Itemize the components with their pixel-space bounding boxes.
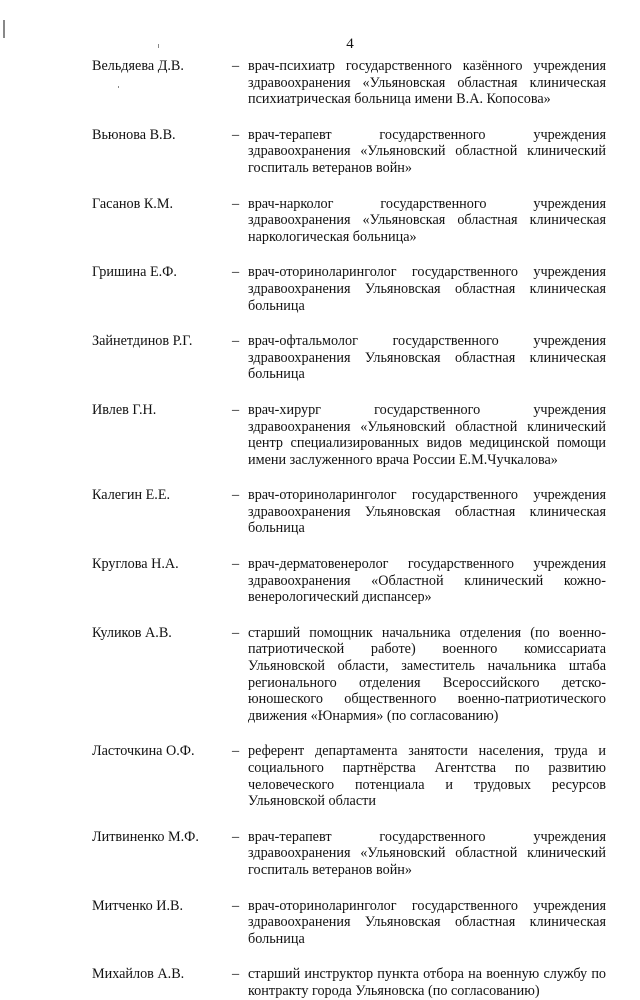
member-name: Куликов А.В. <box>92 624 172 641</box>
member-name: Ивлев Г.Н. <box>92 401 157 418</box>
list-item <box>92 487 612 537</box>
dash: – <box>232 743 240 760</box>
member-position: врач-оториноларинголог государственного учреждения здравоохранения Ульяновская областная клиническая больница <box>248 264 606 314</box>
list-item <box>92 196 612 246</box>
scan-mark <box>158 44 159 48</box>
dash: – <box>232 556 240 573</box>
member-name: Михайлов А.В. <box>92 966 185 983</box>
dash: – <box>232 58 240 74</box>
member-name: Вельдяева Д.В. <box>92 58 184 74</box>
list-item <box>92 743 612 809</box>
dash: – <box>232 126 240 143</box>
member-position: референт департамента занятости населения, труда и социального партнёрства Агентства по развитию человеческого потенциала и трудовых ресурсов Ульяновской области <box>248 743 606 810</box>
member-name: Калегин Е.Е. <box>92 487 171 504</box>
member-position: врач-терапевт государственного учреждения здравоохранения «Ульяновский областной клинический госпиталь ветеранов войн» <box>248 126 606 176</box>
dash: – <box>232 401 240 418</box>
member-name: Зайнетдинов Р.Г. <box>92 333 193 350</box>
member-name: Гришина Е.Ф. <box>92 264 177 281</box>
member-list <box>92 58 612 1000</box>
member-name: Литвиненко М.Ф. <box>92 828 199 845</box>
dash: – <box>232 828 240 845</box>
list-item <box>92 829 612 879</box>
list-item <box>92 333 612 383</box>
member-position: старший инструктор пункта отбора на военную службу по контракту города Ульяновска (по согласованию) <box>248 966 606 999</box>
member-position: врач-психиатр государственного казённого учреждения здравоохранения «Ульяновская областная клиническая психиатрическая больница имени В.А. Копосова» <box>248 58 606 108</box>
member-position: врач-дерматовенеролог государственного учреждения здравоохранения «Областной клинический кожно-венерологический диспансер» <box>248 556 606 606</box>
dash: – <box>232 624 240 641</box>
member-position: врач-хирург государственного учреждения здравоохранения «Ульяновский областной клинический центр специализированных видов медицинской помощи имени заслуженного врача России Е.М.Чучкалова» <box>248 401 606 468</box>
list-item <box>92 58 612 108</box>
member-position: врач-оториноларинголог государственного учреждения здравоохранения Ульяновская областная клиническая больница <box>248 897 606 947</box>
member-name: Митченко И.В. <box>92 897 184 914</box>
member-name: Вьюнова В.В. <box>92 126 176 143</box>
dash: – <box>232 195 240 212</box>
dash: – <box>232 966 240 983</box>
member-name: Круглова Н.А. <box>92 556 179 573</box>
dash: – <box>232 333 240 350</box>
dash: – <box>232 264 240 281</box>
page-number: 4 <box>346 36 354 52</box>
scan-mark <box>3 20 5 38</box>
list-item <box>92 556 612 606</box>
list-item <box>92 264 612 314</box>
list-item <box>92 966 612 999</box>
member-position: врач-нарколог государственного учреждения здравоохранения «Ульяновская областная клиническая наркологическая больница» <box>248 195 606 245</box>
member-position: старший помощник начальника отделения (по военно-патриотической работе) военного комиссариата Ульяновской области, заместитель начальника штаба регионального отделения Всероссийского детско-юношеского общественного военно-патриотического движения «Юнармия» (по согласованию) <box>248 624 606 724</box>
list-item <box>92 402 612 468</box>
dash: – <box>232 897 240 914</box>
member-name: Гасанов К.М. <box>92 195 174 212</box>
list-item <box>92 625 612 725</box>
member-position: врач-терапевт государственного учреждения здравоохранения «Ульяновский областной клинический госпиталь ветеранов войн» <box>248 828 606 878</box>
member-position: врач-офтальмолог государственного учреждения здравоохранения Ульяновская областная клиническая больница <box>248 333 606 383</box>
member-name: Ласточкина О.Ф. <box>92 743 195 760</box>
dash: – <box>232 487 240 504</box>
list-item <box>92 898 612 948</box>
list-item <box>92 127 612 177</box>
member-position: врач-оториноларинголог государственного учреждения здравоохранения Ульяновская областная клиническая больница <box>248 487 606 537</box>
